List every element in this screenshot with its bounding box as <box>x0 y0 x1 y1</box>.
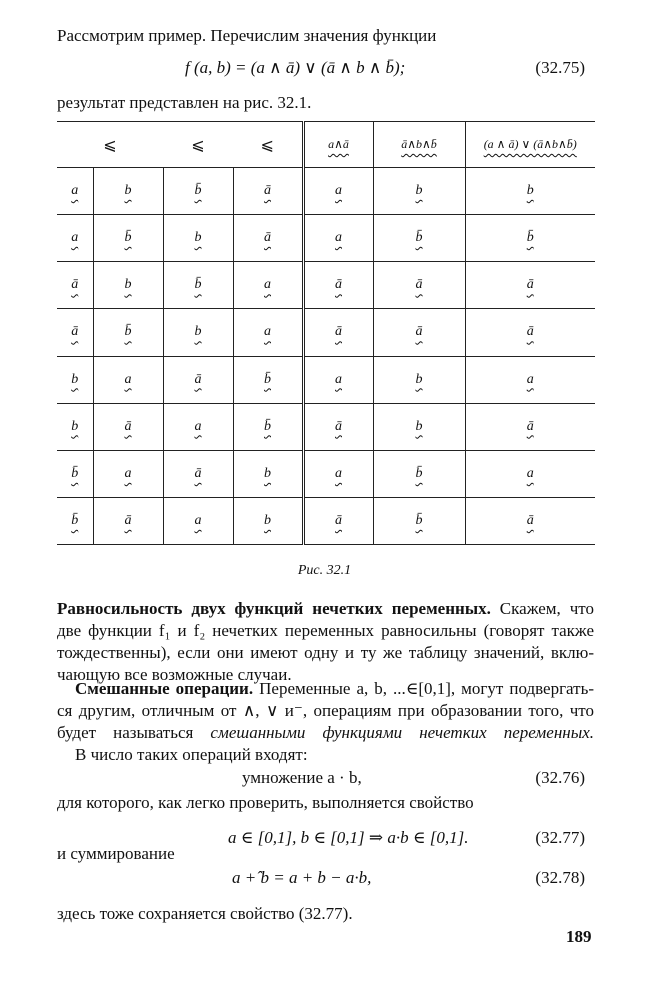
cell-value: ā <box>526 512 534 528</box>
cell-value: ā <box>124 512 132 528</box>
table-row <box>57 403 595 450</box>
cell-value: b̄ <box>415 512 423 528</box>
cell-value: ā <box>71 277 79 293</box>
table-cell <box>303 450 373 497</box>
formula-number-32-75: (32.75) <box>535 58 585 77</box>
cell-value: b <box>415 183 423 199</box>
cell-value: ā <box>264 183 271 199</box>
table-cell <box>93 497 163 544</box>
cell-value: a <box>335 465 342 481</box>
cell-value: b <box>124 183 132 199</box>
cell-value: b <box>194 230 202 246</box>
table-cell <box>373 356 465 403</box>
table-cell <box>57 403 93 450</box>
section2-text-1: Переменные a, b, ...∈[0,1], могут подвергать- <box>253 679 594 698</box>
cell-value: ā <box>526 324 534 340</box>
cell-value: b <box>124 277 132 293</box>
cell-value: b̄ <box>124 230 132 246</box>
cell-value: b <box>526 183 534 199</box>
cell-value: ā <box>335 418 342 434</box>
cell-value: a <box>124 465 132 481</box>
cell-value: b̄ <box>194 277 202 293</box>
section1-line-1 <box>57 597 594 621</box>
table-cell <box>233 168 303 215</box>
eq-32-77: a ∈ [0,1], b ∈ [0,1] ⇒ a·b ∈ [0,1]. <box>228 828 469 847</box>
header-result: (a ∧ ā) ∨ (ā∧b∧b̄) <box>465 122 595 168</box>
table-row <box>57 168 595 215</box>
eq-number-32-76: (32.76) <box>535 768 585 787</box>
table-cell <box>93 403 163 450</box>
table-cell <box>57 168 93 215</box>
table-cell <box>93 356 163 403</box>
table-cell <box>303 403 373 450</box>
cell-value: a <box>335 230 342 246</box>
section2-text-2: ся другим, отличным от ∧, ∨ и⁻, операциям при образовании того, что <box>57 701 594 720</box>
header-leq-1: ⩽ <box>57 122 163 168</box>
cell-value: a <box>526 371 534 387</box>
table-cell <box>373 215 465 262</box>
table-row <box>57 309 595 356</box>
table-cell <box>373 309 465 356</box>
cell-value: b <box>264 465 271 481</box>
cell-value: ā <box>335 512 342 528</box>
table-cell <box>373 262 465 309</box>
cell-value: ā <box>71 324 79 340</box>
section2-line-4 <box>75 743 649 767</box>
cell-value: ā <box>335 277 342 293</box>
cell-value: b <box>415 371 423 387</box>
table-cell <box>233 215 303 262</box>
formula-line <box>0 56 649 80</box>
table-row <box>57 497 595 544</box>
table-cell <box>303 262 373 309</box>
table-cell <box>465 403 595 450</box>
cell-value: a <box>194 418 202 434</box>
table-cell <box>373 403 465 450</box>
final-text: здесь тоже сохраняется свойство (32.77). <box>57 904 353 923</box>
eq-number-32-77: (32.77) <box>535 828 585 847</box>
cell-value: b̄ <box>526 230 534 246</box>
cell-value: ā <box>194 371 202 387</box>
cell-value: ā <box>415 324 423 340</box>
section2-text-3b: смешанными функциями нечетких переменных. <box>210 723 594 742</box>
truth-table <box>57 121 595 545</box>
table-cell <box>233 403 303 450</box>
cell-value: ā <box>264 230 271 246</box>
table-cell <box>233 262 303 309</box>
figure-caption: Рис. 32.1 <box>297 563 352 578</box>
cell-value: b̄ <box>71 465 79 481</box>
table-row <box>57 450 595 497</box>
table-cell <box>465 497 595 544</box>
table-cell <box>57 497 93 544</box>
table-cell <box>163 450 233 497</box>
cell-value: b̄ <box>71 512 79 528</box>
section1-text-3: тождественны), если они имеют одну и ту же таблицу значений, вклю- <box>57 643 594 662</box>
section1-line-2 <box>57 619 594 643</box>
header-leq-3: ⩽ <box>233 122 303 168</box>
section1-text-2: две функции f₁ и f₂ нечетких переменных равносильны (говорят также <box>57 621 594 640</box>
intro-text-1: Рассмотрим пример. Перечислим значения функции <box>57 26 437 45</box>
cell-value: b̄ <box>415 465 423 481</box>
table-cell <box>303 168 373 215</box>
cell-value: b <box>415 418 423 434</box>
table-cell <box>163 403 233 450</box>
cell-value: b̄ <box>264 371 271 387</box>
table-cell <box>57 215 93 262</box>
table-row <box>57 356 595 403</box>
table-cell <box>57 262 93 309</box>
table-cell <box>303 497 373 544</box>
cell-value: b̄ <box>264 418 271 434</box>
table-cell <box>465 450 595 497</box>
intro-line-1 <box>0 24 649 48</box>
table-cell <box>57 356 93 403</box>
table-cell <box>465 309 595 356</box>
cell-value: a <box>335 371 342 387</box>
intro-line-2 <box>0 91 649 115</box>
table-cell <box>93 215 163 262</box>
table-cell <box>163 262 233 309</box>
table-cell <box>373 497 465 544</box>
table-cell <box>233 356 303 403</box>
intro-text-2: результат представлен на рис. 32.1. <box>57 93 312 112</box>
section2-text-4: В число таких операций входят: <box>75 745 308 764</box>
cell-value: b <box>194 324 202 340</box>
table-cell <box>233 497 303 544</box>
header-leq-2: ⩽ <box>163 122 233 168</box>
table-body <box>57 168 595 545</box>
table-cell <box>465 168 595 215</box>
cell-value: a <box>124 371 132 387</box>
eq-32-76-line <box>0 766 649 790</box>
table-cell <box>233 309 303 356</box>
cell-value: b̄ <box>194 183 202 199</box>
table-cell <box>57 309 93 356</box>
page-number: 189 <box>566 927 592 946</box>
table-cell <box>163 497 233 544</box>
section2-line-2 <box>57 699 594 723</box>
cell-value: b <box>71 371 79 387</box>
cell-value: ā <box>335 324 342 340</box>
section2-line-1 <box>75 677 594 701</box>
table-cell <box>465 356 595 403</box>
table-cell <box>163 356 233 403</box>
table-cell <box>93 262 163 309</box>
table-cell <box>303 309 373 356</box>
cell-value: ā <box>526 277 534 293</box>
eq-32-78: a +̂ b = a + b − a·b, <box>232 868 372 887</box>
summation-text: и суммирование <box>57 844 175 863</box>
table-cell <box>163 168 233 215</box>
after-76-line <box>57 791 649 815</box>
table-cell <box>233 450 303 497</box>
table-header-row <box>57 122 595 168</box>
section1-text-4: чающую все возможные случаи. <box>57 665 292 684</box>
final-line <box>57 902 649 926</box>
table-cell <box>303 215 373 262</box>
eq-32-78-line <box>0 866 649 890</box>
eq-32-76: умножение a · b, <box>242 768 362 787</box>
cell-value: a <box>264 277 271 293</box>
table-cell <box>373 168 465 215</box>
section1-title: Равносильность двух функций нечетких переменных. <box>57 599 491 618</box>
cell-value: b <box>264 512 271 528</box>
cell-value: b̄ <box>124 324 132 340</box>
cell-value: a <box>71 230 79 246</box>
after-76-text: для которого, как легко проверить, выполняется свойство <box>57 793 474 812</box>
cell-value: a <box>526 465 534 481</box>
cell-value: ā <box>415 277 423 293</box>
cell-value: b <box>71 418 79 434</box>
summation-line <box>57 842 649 866</box>
table-cell <box>373 450 465 497</box>
table-cell <box>163 309 233 356</box>
table-cell <box>465 215 595 262</box>
table-cell <box>303 356 373 403</box>
cell-value: a <box>194 512 202 528</box>
formula-32-75: f (a, b) = (a ∧ ā) ∨ (ā ∧ b ∧ b̄); <box>185 58 406 77</box>
eq-number-32-78: (32.78) <box>535 868 585 887</box>
table-row <box>57 262 595 309</box>
cell-value: b̄ <box>415 230 423 246</box>
cell-value: ā <box>526 418 534 434</box>
table-cell <box>465 262 595 309</box>
table-row <box>57 215 595 262</box>
cell-value: a <box>264 324 271 340</box>
cell-value: ā <box>194 465 202 481</box>
section2-title: Смешанные операции. <box>75 679 254 698</box>
truth-table-grid <box>57 121 595 545</box>
section1-text-1: Скажем, что <box>490 599 594 618</box>
table-cell <box>93 168 163 215</box>
table-cell <box>57 450 93 497</box>
section2-line-3 <box>57 721 594 745</box>
table-cell <box>93 450 163 497</box>
table-cell <box>163 215 233 262</box>
section2-text-3a: будет называться <box>57 723 211 742</box>
header-a-and-not-a: a∧ā <box>303 122 373 168</box>
cell-value: a <box>71 183 79 199</box>
section1-line-3 <box>57 641 594 665</box>
cell-value: ā <box>124 418 132 434</box>
header-not-a-and-b-and-not-b: ā∧b∧b̄ <box>373 122 465 168</box>
cell-value: a <box>335 183 342 199</box>
table-cell <box>93 309 163 356</box>
